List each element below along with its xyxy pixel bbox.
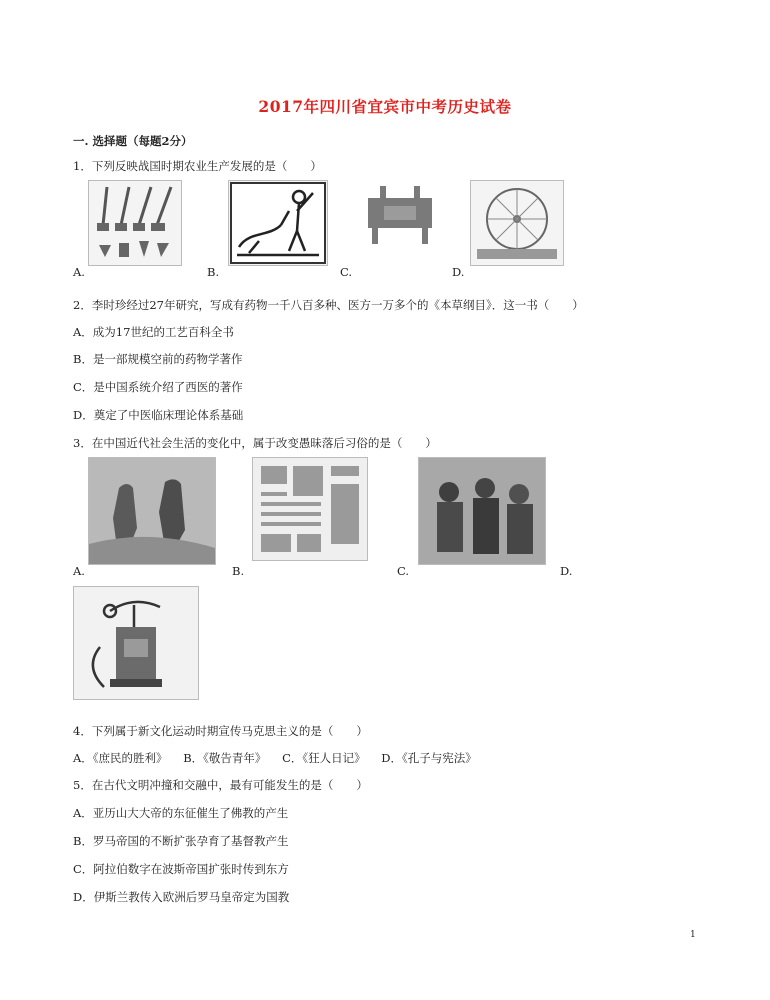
section-heading: 一. 选择题（每题2分）	[73, 134, 193, 148]
q5-option-a: A．亚历山大大帝的东征催生了佛教的产生	[73, 806, 289, 820]
q2-option-c: C．是中国系统介绍了西医的著作	[73, 380, 243, 394]
q4-options-row	[73, 750, 489, 766]
question-5-stem: 5．在古代文明冲撞和交融中，最有可能发生的是（ ）	[73, 778, 368, 792]
q1-image-b-ox-plough	[228, 180, 328, 266]
q2-option-d: D．奠定了中医临床理论体系基础	[73, 408, 244, 422]
page-title: 2017年四川省宜宾市中考历史试卷	[258, 97, 512, 116]
q4-option-d: D．《孔子与宪法》	[381, 751, 477, 765]
q1-option-c-label: C.	[340, 265, 353, 279]
q3-image-d-telephone	[73, 586, 199, 700]
q3-image-a-photo	[88, 457, 216, 565]
question-1-stem: 1．下列反映战国时期农业生产发展的是（ ）	[73, 159, 322, 173]
page-number: 1	[690, 930, 696, 940]
question-4-stem: 4．下列属于新文化运动时期宣传马克思主义的是（ ）	[73, 724, 368, 738]
q5-option-b: B．罗马帝国的不断扩张孕育了基督教产生	[73, 834, 289, 848]
q1-option-a-label: A.	[73, 265, 85, 279]
q1-image-d-water-wheel	[470, 180, 564, 266]
q4-option-c: C．《狂人日记》	[282, 751, 366, 765]
q3-option-b-label: B.	[232, 564, 245, 578]
q3-option-d-label: D.	[560, 564, 573, 578]
q5-option-d: D．伊斯兰教传入欧洲后罗马皇帝定为国教	[73, 890, 290, 904]
question-2-stem: 2．李时珍经过27年研究，写成有药物一千八百多种、医方一万多个的《本草纲目》．这一书（ ）	[73, 298, 584, 312]
q5-option-c: C．阿拉伯数字在波斯帝国扩张时传到东方	[73, 862, 289, 876]
q4-option-a: A．《庶民的胜利》	[73, 751, 168, 765]
q1-image-a-farm-tools	[88, 180, 182, 266]
q3-option-a-label: A.	[73, 564, 85, 578]
q1-image-c-bronze-ding	[362, 180, 436, 246]
q2-option-b: B．是一部规模空前的药物学著作	[73, 352, 243, 366]
q4-option-b: B．《敬告青年》	[183, 751, 267, 765]
q1-option-d-label: D.	[452, 265, 465, 279]
q3-image-c-photo	[418, 457, 546, 565]
question-3-stem: 3．在中国近代社会生活的变化中，属于改变愚昧落后习俗的是（ ）	[73, 436, 437, 450]
q2-option-a: A．成为17世纪的工艺百科全书	[73, 325, 234, 339]
q3-image-b-newspaper	[252, 457, 368, 561]
q3-option-c-label: C.	[397, 564, 410, 578]
q1-option-b-label: B.	[207, 265, 220, 279]
